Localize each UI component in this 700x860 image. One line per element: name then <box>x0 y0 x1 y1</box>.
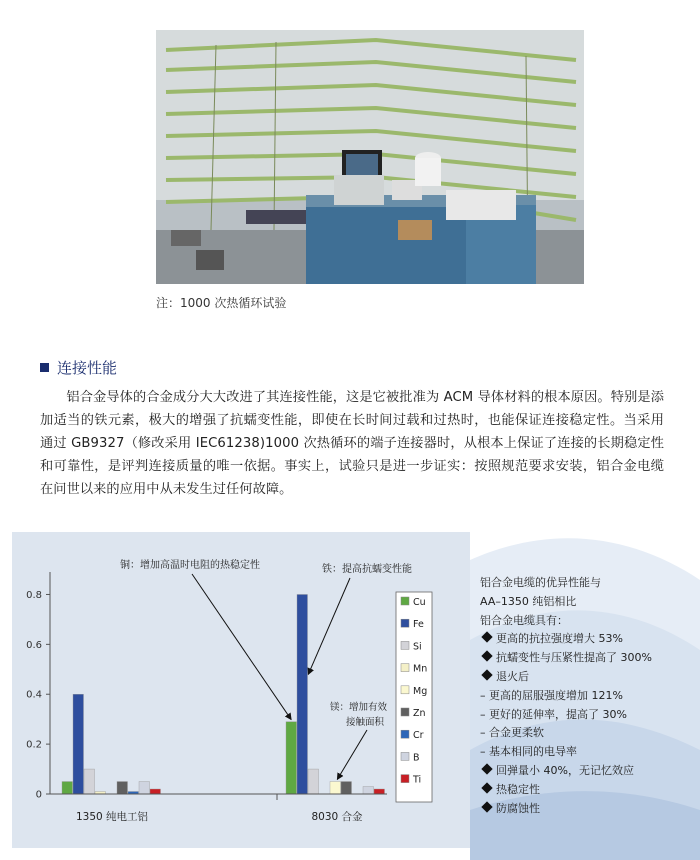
annotation-fe-arrow <box>308 578 350 674</box>
section-paragraph: 铝合金导体的合金成分大大改进了其连接性能，这是它被批准为 ACM 导体材料的根本原因。特别是添加适当的铁元素，极大的增强了抗蠕变性能，即使在长时间过载和过热时，也能保证连接稳定性。当采用通过 GB9327（修改采用 IEC61238)1000 次热循环的端子连接器时，从根本上保证了连接的长期稳定性和可靠性，是评判连接质量的唯一依据。事实上，试验只是进一步证实：按照规范要求安装，铝合金电缆在问世以来的应用中从未发生过任何故障。 <box>40 390 664 497</box>
bar-cu <box>62 782 73 794</box>
legend-swatch <box>401 775 409 783</box>
diamond-bullet-icon <box>481 632 492 643</box>
advantage-text: 铝合金电缆的优异性能与 <box>480 576 601 589</box>
bar-cu <box>286 722 297 794</box>
advantage-item <box>480 762 695 781</box>
diamond-bullet-icon <box>481 801 492 812</box>
advantage-item <box>480 668 695 687</box>
y-tick-label: 0.2 <box>26 739 42 751</box>
bar-mg <box>330 782 341 794</box>
advantage-text: 防腐蚀性 <box>496 801 540 815</box>
legend-swatch <box>401 730 409 738</box>
x-category-label: 8030 合金 <box>311 811 363 823</box>
chart-canvas <box>12 532 470 848</box>
photo-caption: 注：1000 次热循环试验 <box>156 296 287 310</box>
legend-label: Zn <box>413 708 426 719</box>
section-title-text: 连接性能 <box>57 359 118 377</box>
advantage-item <box>480 687 695 706</box>
advantage-text: – 基本相同的电导率 <box>480 745 577 759</box>
x-category-label: 1350 纯电工铝 <box>75 811 149 823</box>
annotation-mg: 镁：增加有效 <box>330 702 388 713</box>
advantages-list <box>480 574 695 818</box>
y-tick-label: 0 <box>35 789 42 801</box>
thermal-cycle-test-photo <box>156 30 584 284</box>
legend-swatch <box>401 641 409 649</box>
advantage-item <box>480 574 695 593</box>
square-bullet-icon <box>40 363 49 372</box>
advantage-text: – 更好的延伸率，提高了 30% <box>480 707 627 721</box>
diamond-bullet-icon <box>481 782 492 793</box>
annotation-cu-arrow <box>192 574 291 720</box>
advantage-item <box>480 593 695 612</box>
bar-zn <box>341 782 352 794</box>
advantage-item <box>480 781 695 800</box>
legend-swatch <box>401 752 409 760</box>
legend-swatch <box>401 664 409 672</box>
legend-label: Si <box>413 641 422 653</box>
advantage-item <box>480 612 695 631</box>
advantage-text: 退火后 <box>496 669 529 683</box>
advantage-text: – 更高的屈服强度增加 121% <box>480 688 623 702</box>
advantage-item <box>480 800 695 819</box>
y-tick-label: 0.8 <box>26 589 42 601</box>
legend-label: Mg <box>413 685 428 697</box>
annotation-cu: 铜：增加高温时电阻的热稳定性 <box>120 560 260 571</box>
advantage-item <box>480 743 695 762</box>
alloy-composition-chart <box>12 532 470 848</box>
legend-swatch <box>401 619 409 627</box>
y-tick-label: 0.6 <box>26 639 42 651</box>
advantage-item <box>480 630 695 649</box>
advantage-text: – 合金更柔软 <box>480 726 544 740</box>
legend-label: Fe <box>413 619 424 631</box>
legend-swatch <box>401 597 409 605</box>
annotation-mg-arrow <box>337 730 367 780</box>
bar-b <box>139 782 150 794</box>
legend-label: B <box>413 752 420 764</box>
advantage-text: 铝合金电缆具有： <box>480 613 568 627</box>
advantage-text: 回弹量小 40%，无记忆效应 <box>496 763 634 777</box>
advantage-text: 更高的抗拉强度增大 53% <box>496 632 623 646</box>
legend-label: Mn <box>413 663 428 675</box>
bar-fe <box>73 694 84 794</box>
legend-swatch <box>401 708 409 716</box>
advantage-text: AA–1350 纯铝相比 <box>480 594 577 608</box>
legend-swatch <box>401 686 409 694</box>
advantage-item <box>480 724 695 743</box>
bar-si <box>84 769 95 794</box>
diamond-bullet-icon <box>481 651 492 662</box>
section-heading <box>40 357 117 378</box>
legend-label: Cr <box>413 730 424 742</box>
diamond-bullet-icon <box>481 763 492 774</box>
diamond-bullet-icon <box>481 669 492 680</box>
bar-b <box>363 787 374 794</box>
legend-label: Ti <box>413 774 422 786</box>
advantage-item <box>480 649 695 668</box>
advantage-text: 抗蠕变性与压紧性提高了 300% <box>496 651 652 665</box>
advantage-item <box>480 706 695 725</box>
legend-label: Cu <box>413 597 426 608</box>
bar-zn <box>117 782 128 794</box>
bar-ti <box>374 789 385 794</box>
bar-ti <box>150 789 161 794</box>
annotation-fe: 铁：提高抗蠕变性能 <box>322 564 412 575</box>
annotation-mg-line2: 接触面积 <box>346 717 385 728</box>
bar-si <box>308 769 319 794</box>
bar-fe <box>297 594 308 794</box>
y-tick-label: 0.4 <box>26 689 42 701</box>
advantage-text: 热稳定性 <box>496 782 540 796</box>
